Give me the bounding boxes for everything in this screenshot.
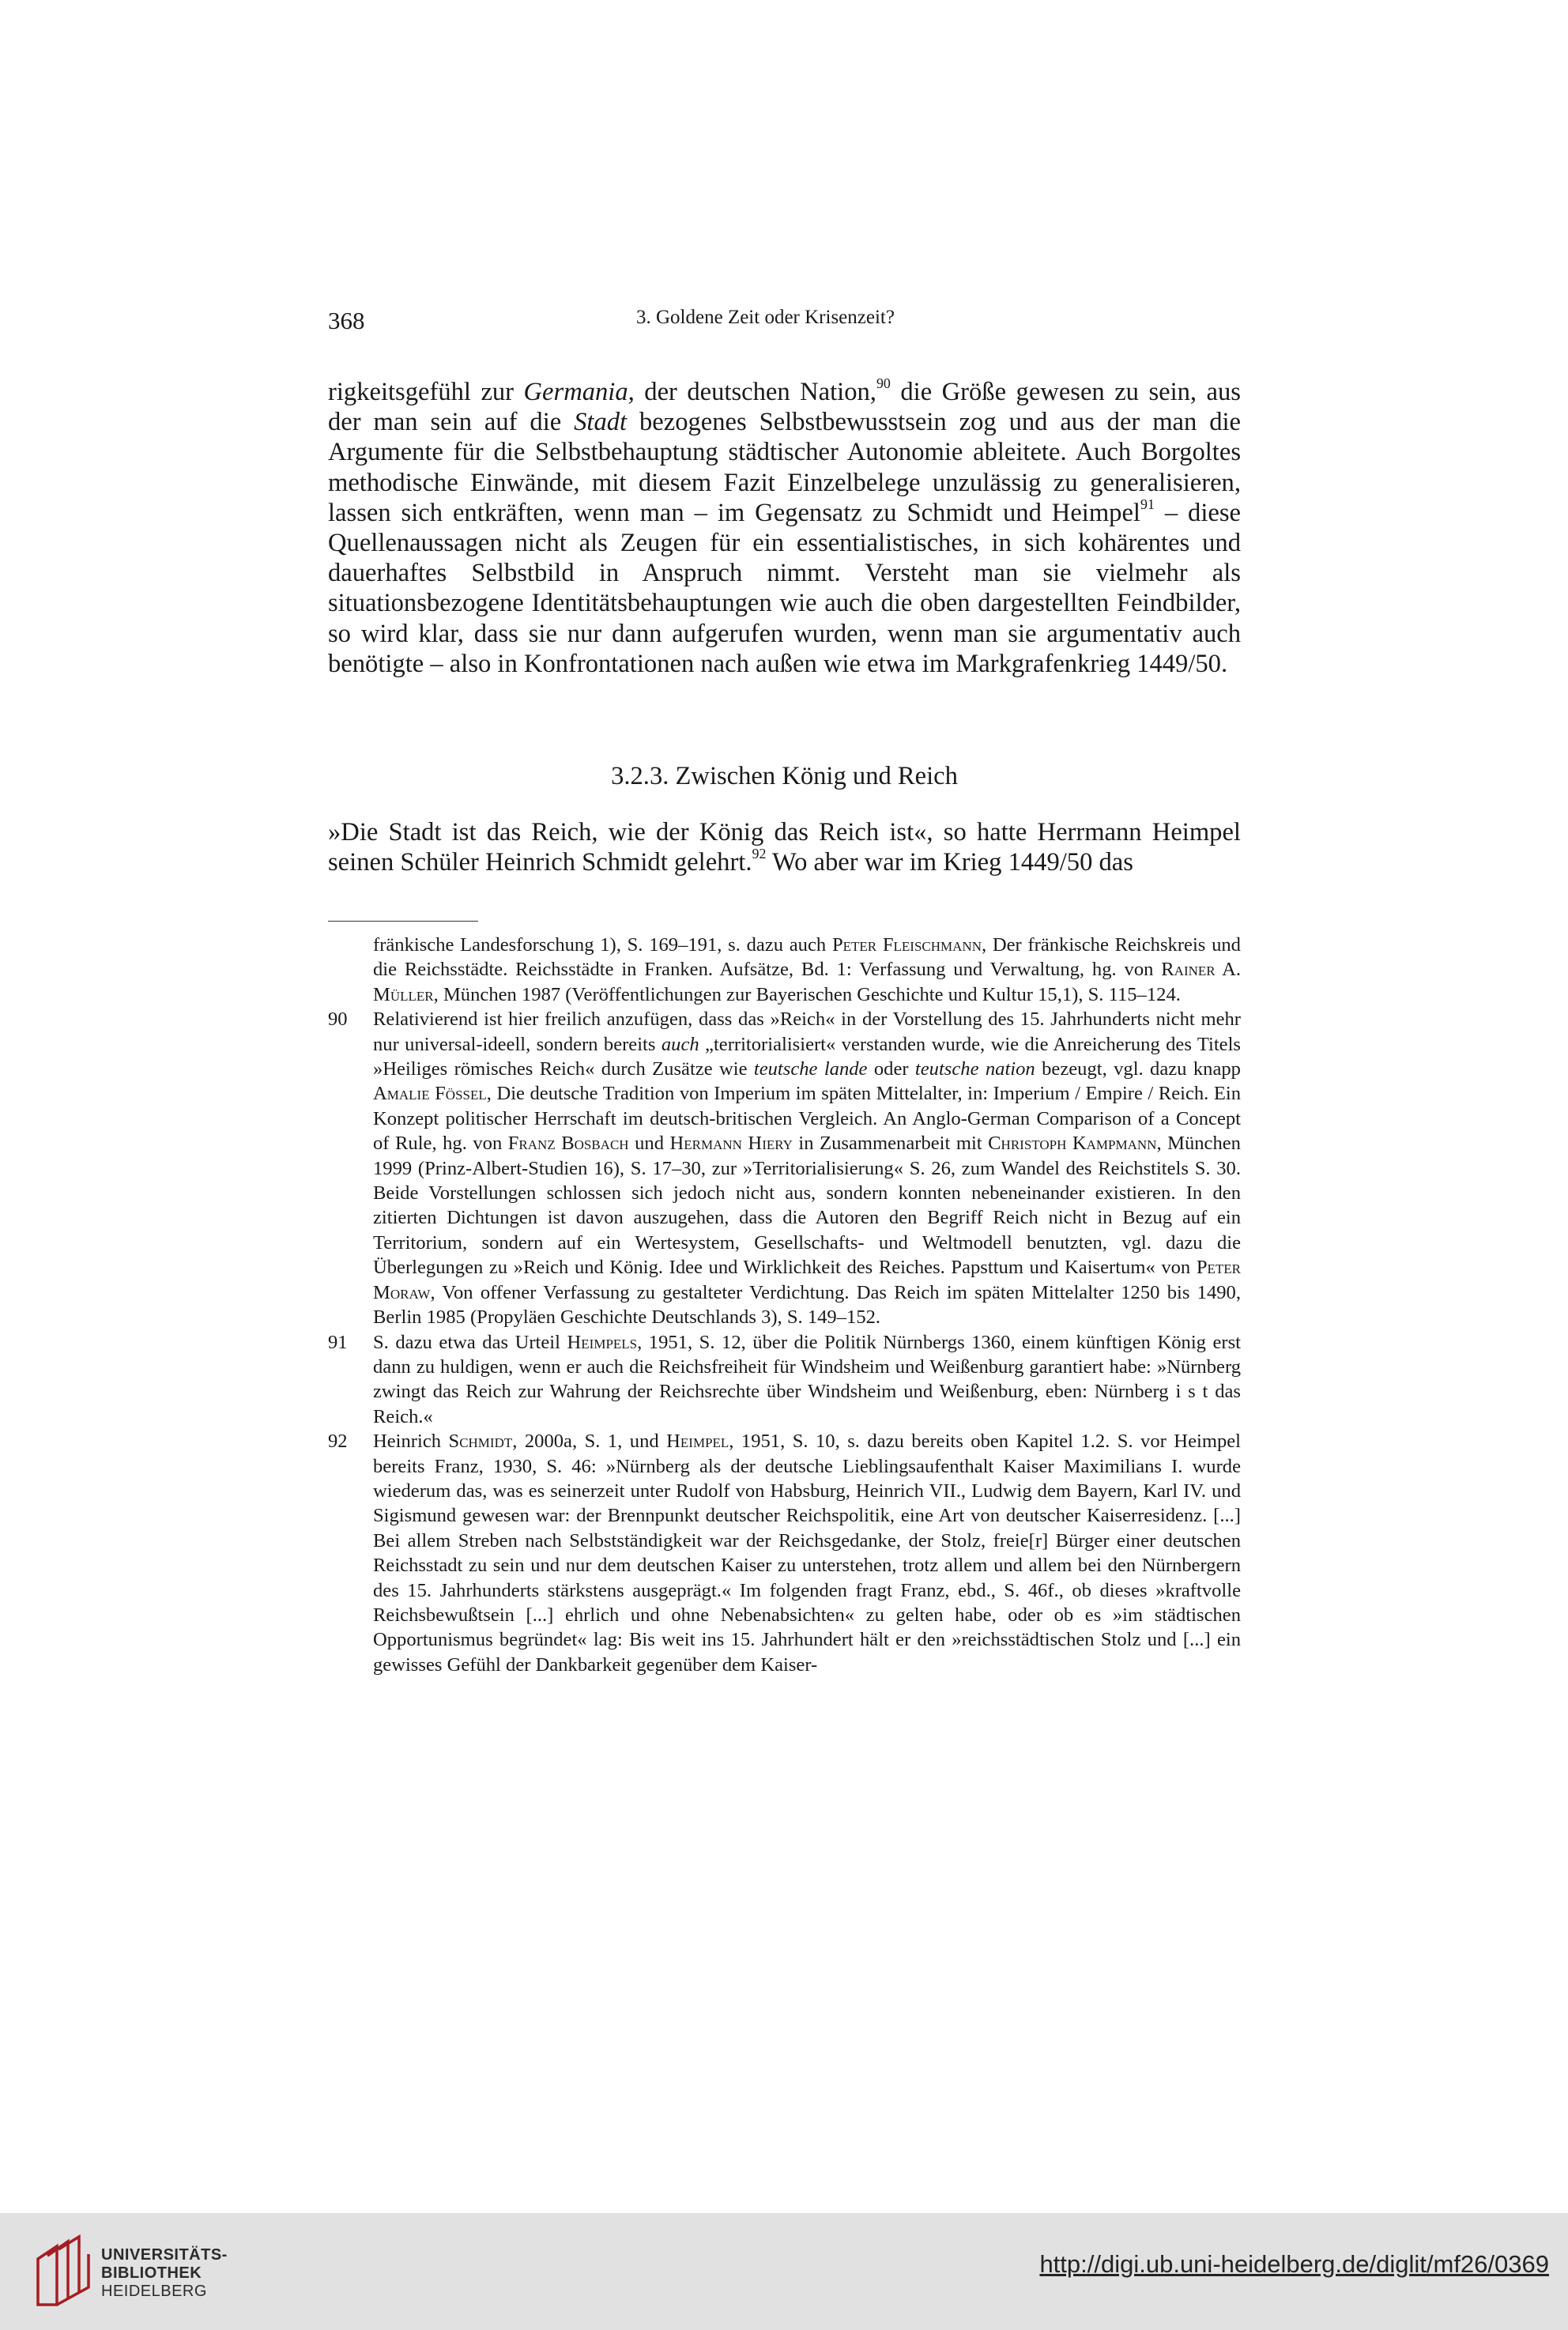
- author-name: Hermann Hiery: [669, 1133, 793, 1155]
- chapter-title: 3. Goldene Zeit oder Krisenzeit?: [636, 307, 895, 328]
- viewer-footer: [0, 2213, 1568, 2330]
- text-run: fränkische Landesforschung 1), S. 169–191, s. dazu auch: [373, 934, 832, 956]
- text-run: , 1951, S. 12, über die Politik Nürnbergs 1360, einem künftigen König erst dann zu huldigen, wenn er auch die Reichsfreiheit für Windsheim und Weißenburg garantiert habe: »Nürnberg zwingt das Reich zur Wahrung der Reichsrechte über Windsheim und Weißenburg, eben: Nürnberg i s t das Reich.«: [373, 1331, 1241, 1427]
- library-name-line: HEIDELBERG: [101, 2283, 207, 2300]
- footnote-ref-92[interactable]: 92: [752, 845, 767, 861]
- italic-text: teutsche lande: [753, 1058, 868, 1080]
- author-name: Peter Fleischmann: [831, 934, 982, 956]
- author-name: Heimpels: [567, 1331, 638, 1353]
- footnote-divider: [328, 921, 478, 922]
- author-name: Schmidt: [448, 1431, 513, 1453]
- text-run: – diese Quellenaussagen nicht als Zeugen für ein essentialistisches, in sich kohärentes und dauerhaftes Selbstbild in Anspruch nimmt. Versteht man sie vielmehr als situationsbezogene Identitätsbehauptungen wie auch die oben dargestellten Feindbilder, so wird klar, dass sie nur dann aufgerufen wurden, wenn man sie argumentativ auch benötigte – also in Konfrontationen nach außen wie etwa im Markgrafenkrieg 1449/50.: [328, 498, 1241, 678]
- section-heading: 3.2.3. Zwischen König und Reich: [611, 762, 958, 790]
- text-run: der deutschen Nation,: [634, 378, 876, 406]
- text-run: , Die deutsche Tradition von Imperium im späten Mittelalter, in: Imperium / Empire / Reich. Ein Konzept politischer Herrschaft im deutsch-britischen Vergleich. An Anglo-German Comparison of a Concept of Rule, hg. von: [373, 1083, 1241, 1155]
- library-logo-icon: [33, 2232, 93, 2311]
- text-run: , Von offener Verfassung zu gestalteter Verdichtung. Das Reich im späten Mittelalter 1250 bis 1490, Berlin 1985 (Propyläen Geschichte Deutschlands 3), S. 149–152.: [373, 1281, 1241, 1329]
- text-run: Heinrich: [373, 1431, 449, 1453]
- library-name-line: UNIVERSITÄTS-: [101, 2246, 228, 2264]
- text-run: bezeugt, vgl. dazu knapp: [1035, 1058, 1241, 1080]
- text-run: die Größe gewesen zu sein, aus der man sein auf die: [328, 378, 1241, 437]
- footnote-ref-91[interactable]: 91: [1140, 496, 1155, 512]
- italic-text: teutsche nation: [914, 1058, 1035, 1080]
- body-paragraph-2: [328, 817, 1241, 877]
- library-name: [101, 2246, 228, 2301]
- text-run: „territorialisiert« verstanden wurde, wie die Anreicherung des Titels »Heiliges römisches Reich« durch Zusätze wie: [373, 1033, 1241, 1080]
- text-run: Relativierend ist hier freilich anzufügen, dass das »Reich« in der Vorstellung des 15. Jahrhunderts nicht mehr nur universal-ideell, sondern bereits: [373, 1009, 1241, 1055]
- text-run: und: [628, 1133, 670, 1155]
- footnote-number: 90: [328, 1009, 348, 1031]
- text-run: »Die Stadt ist das Reich, wie der König das Reich ist«, so hatte Herrmann Heimpel seinen Schüler Heinrich Schmidt gelehrt.: [328, 818, 1241, 877]
- footnote-number: 91: [328, 1331, 348, 1353]
- logo-strokes: [38, 2237, 89, 2305]
- italic-stadt: Stadt: [574, 408, 628, 437]
- text-run: , 1951, S. 10, s. dazu bereits oben Kapitel 1.2. S. vor Heimpel bereits Franz, 1930, S. 46: »Nürnberg als der deutsche Lieblingsaufenthalt Kaiser Maximilians I. wurde wiederum das, was es seinerzeit unter Rudolf von Habsburg, Heinrich VII., Ludwig dem Bayern, Karl IV. und Sigismund gewesen war: der Brennpunkt deutscher Reichspolitik, eine Art von deutscher Kaiserresidenz. [...] Bei allem Streben nach Selbstständigkeit war der Reichsgedanke, der Stolz, freie[r] Bürger einer deutschen Reichsstadt zu sein und nur dem deutschen Kaiser zu unterstehen, trotz allem und allem bei den Nürnbergern des 15. Jahrhunderts stärkstens ausgeprägt.« Im folgenden fragt Franz, ebd., S. 46f., ob dieses »kraftvolle Reichsbewußtsein [...] ehrlich und ohne Nebenabsichten« zu gelten habe, oder ob es »im städtischen Opportunismus begründet« lag: Bis weit ins 15. Jahrhundert hält er den »reichsstädtischen Stolz und [...] ein gewisses Gefühl der Dankbarkeit gegenüber dem Kaiser-: [373, 1431, 1241, 1676]
- author-name: Christoph Kampmann: [988, 1133, 1157, 1155]
- author-name: Amalie Fössel: [373, 1083, 487, 1105]
- text-run: bezogenes Selbstbewusstsein zog und aus der man die Argumente für die Selbstbehauptung städtischer Autonomie ableitete. Auch Borgoltes methodische Einwände, mit diesem Fazit Einzelbelege unzulässig zu generalisieren, lassen sich entkräften, wenn man – im Gegensatz zu Schmidt und Heimpel: [328, 408, 1241, 527]
- author-name: Franz Bosbach: [507, 1133, 629, 1155]
- text-run: in Zusammenarbeit mit: [792, 1133, 989, 1155]
- author-name: Rainer A. Müller: [373, 959, 1242, 1005]
- footnote-90: [328, 1007, 1241, 1329]
- footnote-continuation: [328, 933, 1241, 1007]
- text-run: oder: [867, 1058, 915, 1080]
- footnote-text: [373, 1429, 1241, 1677]
- footnote-text: [373, 1330, 1241, 1430]
- footnote-ref-90[interactable]: 90: [876, 375, 891, 391]
- text-run: , München 1987 (Veröffentlichungen zur Bayerischen Geschichte und Kultur 15,1), S. 115–124.: [433, 983, 1181, 1005]
- footnote-text: [373, 1007, 1241, 1329]
- footnote-92: [328, 1429, 1241, 1677]
- author-name: Peter Moraw: [373, 1257, 1241, 1303]
- footnotes: [328, 933, 1241, 1677]
- text-run: , 2000a, S. 1, und: [512, 1431, 667, 1453]
- permalink-url[interactable]: http://digi.ub.uni-heidelberg.de/diglit/mf26/0369: [1039, 2250, 1549, 2278]
- author-name: Heimpel: [666, 1431, 729, 1453]
- italic-text: auch: [661, 1033, 699, 1055]
- footnote-91: [328, 1330, 1241, 1430]
- text-run: rigkeitsgefühl zur: [328, 378, 524, 406]
- text-run: , Der fränkische Reichskreis und die Reichsstädte. Reichsstädte in Franken. Aufsätze, Bd. 1: Verfassung und Verwaltung, hg. von: [373, 934, 1241, 981]
- page-number: 368: [328, 307, 365, 334]
- body-paragraph-1: [328, 377, 1241, 679]
- text-run: S. dazu etwa das Urteil: [373, 1331, 567, 1353]
- text-run: Wo aber war im Krieg 1449/50 das: [766, 848, 1133, 877]
- italic-germania: Germania,: [523, 378, 635, 406]
- text-run: , München 1999 (Prinz-Albert-Studien 16), S. 17–30, zur »Territorialisierung« S. 26, zum Wandel des Reichstitels S. 30. Beide Vorstellungen schlossen sich jedoch nicht aus, sondern konnten nebeneinander existieren. In den zitierten Dichtungen ist davon auszugehen, dass die Autoren den Begriff Reich nicht in Bezug auf ein Territorium, sondern auf ein Wertesystem, Gesellschafts- und Weltmodell benutzten, vgl. dazu die Überlegungen zu »Reich und König. Idee und Wirklichkeit des Reiches. Papsttum und Kaisertum« von: [373, 1133, 1241, 1279]
- footnote-number: 92: [328, 1431, 348, 1453]
- running-head: [328, 307, 1241, 338]
- library-name-line: BIBLIOTHEK: [101, 2264, 202, 2282]
